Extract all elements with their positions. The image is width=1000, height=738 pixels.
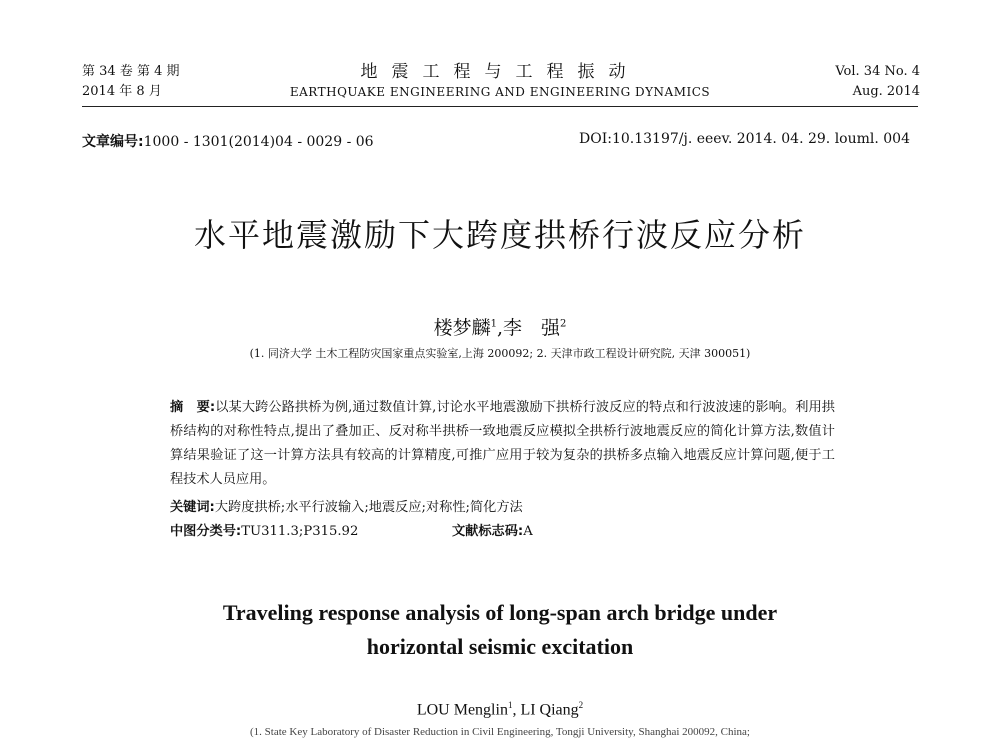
abstract-label: 摘 要: (170, 400, 216, 415)
abstract-text: 以某大跨公路拱桥为例,通过数值计算,讨论水平地震激励下拱桥行波反应的特点和行波波速的影响。利用拱桥结构的对称性特点,提出了叠加正、反对称半拱桥一致地震反应模拟全拱桥行波地震反应的简化计算方法,数值计算结果验证了这一计算方法具有较高的计算精度,可推广应用于较为复杂的拱桥多点输入地震反应计算问题,便于工程技术人员应用。 (170, 400, 835, 487)
authors-en (0, 700, 1000, 719)
abstract (170, 396, 835, 492)
journal-name-en: EARTHQUAKE ENGINEERING AND ENGINEERING DYNAMICS (289, 85, 711, 99)
document-code-label: 文献标志码: (452, 524, 524, 539)
header-left (82, 62, 179, 102)
affiliation-en: (1. State Key Laboratory of Disaster Reduction in Civil Engineering, Tongji University, Shanghai 200092, China; (250, 726, 750, 738)
volume-cn: 第 34 卷 第 4 期 (82, 64, 180, 79)
date-en: Aug. 2014 (852, 84, 920, 99)
document-code (452, 520, 533, 544)
paper-title-en-line1: Traveling response analysis of long-span arch bridge under (222, 600, 778, 625)
paper-title-cn: 水平地震激励下大跨度拱桥行波反应分析 (193, 216, 806, 254)
author2-cn: ,李 强 (496, 317, 561, 339)
header-rule (82, 106, 918, 107)
article-number (82, 131, 374, 151)
author1-en-sup: 1 (507, 700, 513, 710)
classification-value: TU311.3;P315.92 (241, 524, 359, 539)
article-number-value: 1000 - 1301(2014)04 - 0029 - 06 (143, 134, 374, 150)
classification-label: 中图分类号: (170, 524, 242, 539)
keywords-text: 大跨度拱桥;水平行波输入;地震反应;对称性;简化方法 (214, 500, 523, 515)
doi: DOI:10.13197/j. eeev. 2014. 04. 29. louml. 004 (579, 131, 910, 147)
document-code-value: A (523, 524, 533, 539)
header-right (835, 62, 920, 102)
journal-name-cn: 地震工程与工程振动 (360, 62, 640, 82)
paper-title-en (0, 596, 1000, 664)
affiliation-cn: (1. 同济大学 土木工程防灾国家重点实验室,上海 200092; 2. 天津市政工程设计研究院, 天津 300051) (249, 347, 751, 360)
paper-title-en-line2: horizontal seismic excitation (366, 634, 634, 659)
date-cn: 2014 年 8 月 (82, 84, 162, 99)
author1-cn: 楼梦麟 (433, 317, 491, 339)
authors-cn (0, 313, 1000, 340)
author2-cn-sup: 2 (560, 318, 567, 330)
article-number-label: 文章编号: (82, 134, 144, 150)
header-center (250, 62, 750, 102)
classification (170, 520, 358, 544)
keywords (170, 496, 523, 520)
author2-en: , LI Qiang (512, 701, 579, 719)
author1-cn-sup: 1 (490, 318, 497, 330)
author2-en-sup: 2 (578, 700, 584, 710)
author1-en: LOU Menglin (416, 701, 508, 719)
keywords-label: 关键词: (170, 500, 215, 515)
volume-en: Vol. 34 No. 4 (835, 64, 920, 79)
